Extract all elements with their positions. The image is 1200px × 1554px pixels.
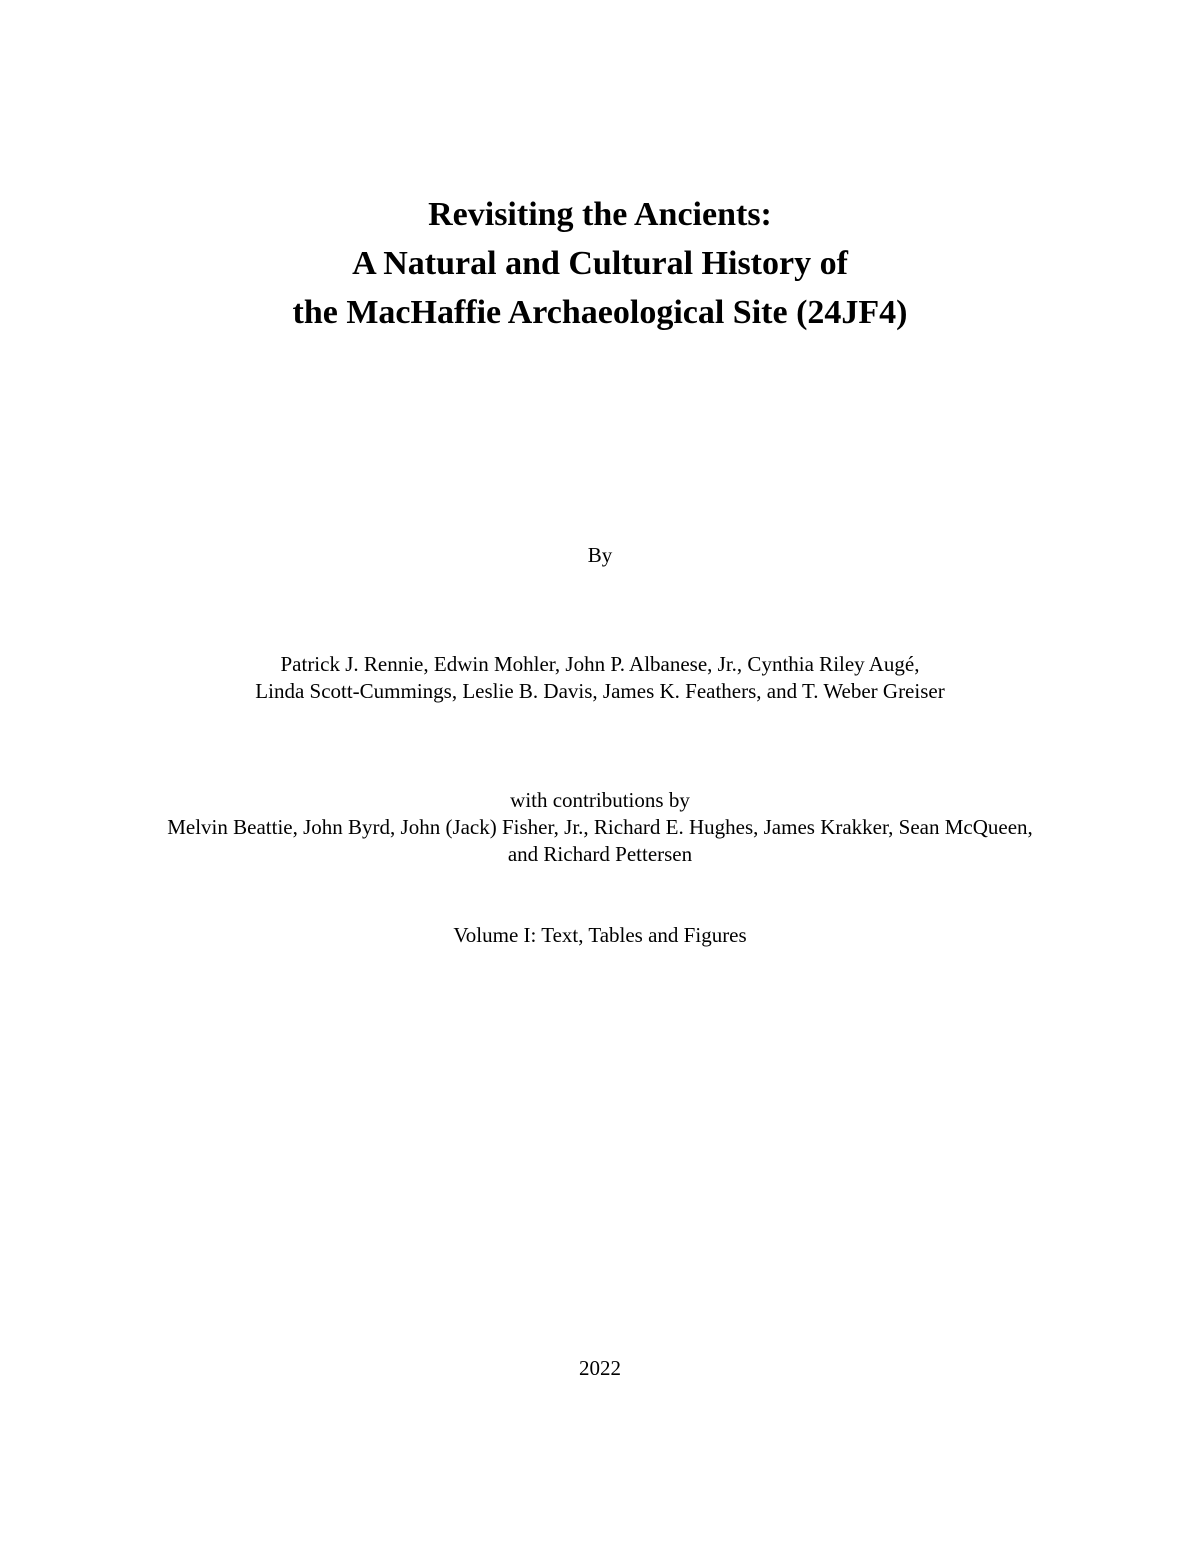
- publication-year: 2022: [579, 1356, 621, 1380]
- by-label: By: [587, 543, 613, 567]
- author-line-1: Patrick J. Rennie, Edwin Mohler, John P. Albanese, Jr., Cynthia Riley Augé,: [280, 652, 920, 676]
- report-title: [0, 190, 1200, 337]
- author-line-2: Linda Scott-Cummings, Leslie B. Davis, James K. Feathers, and T. Weber Greiser: [255, 679, 945, 703]
- title-line-2: A Natural and Cultural History of: [352, 245, 848, 282]
- author-list: [0, 651, 1200, 705]
- title-line-1: Revisiting the Ancients:: [428, 196, 772, 233]
- volume-label: Volume I: Text, Tables and Figures: [453, 923, 747, 947]
- contributions-heading: with contributions by: [510, 788, 690, 812]
- contributor-list: Melvin Beattie, John Byrd, John (Jack) Fisher, Jr., Richard E. Hughes, James Krakker, Sean McQueen, and Richard Pettersen: [167, 815, 1033, 866]
- title-line-3: the MacHaffie Archaeological Site (24JF4): [292, 294, 908, 331]
